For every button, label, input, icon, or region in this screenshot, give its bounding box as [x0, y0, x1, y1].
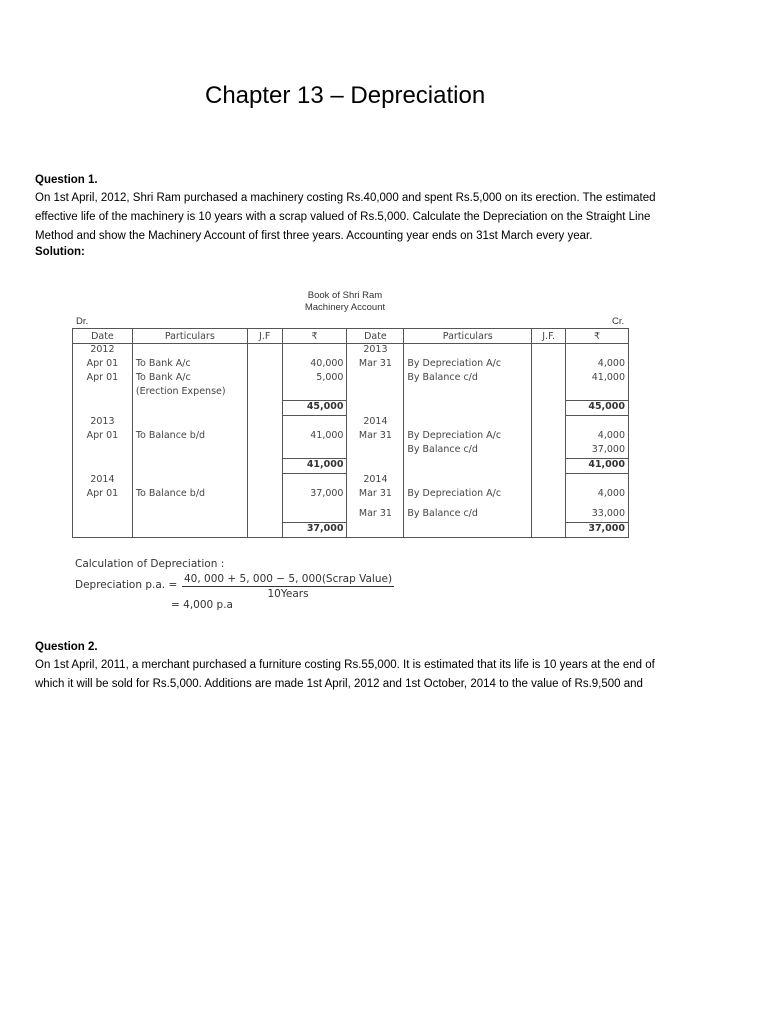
table-cell: 2014: [347, 416, 404, 431]
table-cell: [404, 386, 532, 401]
table-cell: 2014: [73, 474, 133, 489]
table-cell: 45,000: [566, 401, 629, 416]
table-row: [73, 523, 629, 538]
table-row: [73, 459, 629, 474]
table-cell: [132, 401, 247, 416]
table-cell: [247, 430, 282, 444]
table-cell: 45,000: [282, 401, 347, 416]
table-row: [73, 358, 629, 372]
table-row: [73, 372, 629, 386]
table-cell: [404, 459, 532, 474]
table-cell: 2014: [347, 474, 404, 489]
table-cell: [247, 416, 282, 431]
table-cell: [132, 474, 247, 489]
table-row: [73, 401, 629, 416]
table-cell: 33,000: [566, 508, 629, 523]
table-row: [73, 444, 629, 459]
table-cell: 4,000: [566, 430, 629, 444]
page-title: Chapter 13 – Depreciation: [205, 82, 486, 109]
account-heading: [270, 290, 420, 314]
table-cell: 41,000: [282, 459, 347, 474]
table-cell: [404, 416, 532, 431]
table-cell: [132, 508, 247, 523]
question-1-label: Question 1.: [35, 174, 98, 186]
table-cell: [532, 430, 566, 444]
header-cr-particulars: Particulars: [404, 329, 532, 344]
table-cell: 41,000: [566, 372, 629, 386]
header-dr-jf: J.F: [247, 329, 282, 344]
table-cell: To Balance b/d: [132, 430, 247, 444]
table-cell: 2013: [347, 344, 404, 359]
table-cell: 5,000: [282, 372, 347, 386]
cr-label: Cr.: [612, 316, 625, 327]
table-cell: [532, 459, 566, 474]
table-cell: [73, 523, 133, 538]
calc-heading: Calculation of Depreciation :: [75, 558, 225, 570]
dr-label: Dr.: [76, 316, 89, 327]
question-2-text: [35, 656, 735, 694]
table-cell: [132, 416, 247, 431]
table-cell: [132, 523, 247, 538]
table-cell: Mar 31: [347, 508, 404, 523]
table-cell: [247, 358, 282, 372]
table-cell: [247, 386, 282, 401]
table-cell: [282, 474, 347, 489]
question-2-line: which it will be sold for Rs.5,000. Additions are made 1st April, 2012 and 1st October, 2014 to the value of Rs.9,500 and: [35, 678, 643, 690]
book-title: Book of Shri Ram: [307, 290, 383, 301]
account-title: Machinery Account: [304, 302, 386, 313]
table-cell: [532, 488, 566, 502]
table-cell: [566, 344, 629, 359]
table-cell: [247, 459, 282, 474]
table-cell: 37,000: [566, 444, 629, 459]
table-cell: Mar 31: [347, 488, 404, 502]
table-cell: [282, 508, 347, 523]
table-row: [73, 386, 629, 401]
table-cell: [73, 444, 133, 459]
solution-label: Solution:: [35, 246, 85, 258]
table-cell: [73, 459, 133, 474]
table-cell: 37,000: [282, 523, 347, 538]
table-cell: 37,000: [566, 523, 629, 538]
table-cell: Mar 31: [347, 430, 404, 444]
question-1-line: On 1st April, 2012, Shri Ram purchased a machinery costing Rs.40,000 and spent Rs.5,000 on its erection. The estimated: [35, 192, 656, 204]
question-1-line: Method and show the Machinery Account of first three years. Accounting year ends on 31st March every year.: [35, 230, 593, 242]
table-cell: [532, 444, 566, 459]
table-cell: [347, 459, 404, 474]
table-cell: [404, 474, 532, 489]
fraction-denominator: 10Years: [267, 588, 309, 600]
table-cell: [566, 416, 629, 431]
table-row: [73, 488, 629, 502]
table-header-row: [73, 329, 629, 344]
table-cell: Apr 01: [73, 358, 133, 372]
table-cell: 41,000: [282, 430, 347, 444]
header-cr-date: Date: [347, 329, 404, 344]
table-cell: [282, 386, 347, 401]
table-cell: To Balance b/d: [132, 488, 247, 502]
table-cell: [532, 386, 566, 401]
table-row: [73, 508, 629, 523]
question-2-line: On 1st April, 2011, a merchant purchased a furniture costing Rs.55,000. It is estimated that its life is 10 years at the end of: [35, 659, 655, 671]
table-row: [73, 430, 629, 444]
table-cell: 40,000: [282, 358, 347, 372]
table-cell: 2012: [73, 344, 133, 359]
table-cell: Apr 01: [73, 430, 133, 444]
table-cell: [347, 386, 404, 401]
table-cell: [566, 386, 629, 401]
table-cell: [532, 401, 566, 416]
table-cell: [73, 386, 133, 401]
table-cell: [404, 344, 532, 359]
table-cell: [247, 508, 282, 523]
table-cell: By Balance c/d: [404, 372, 532, 386]
calc-result: = 4,000 p.a: [171, 599, 233, 611]
table-cell: [404, 523, 532, 538]
table-cell: [347, 372, 404, 386]
header-dr-particulars: Particulars: [132, 329, 247, 344]
table-cell: [247, 523, 282, 538]
table-row: [73, 416, 629, 431]
table-cell: [132, 344, 247, 359]
table-cell: [247, 344, 282, 359]
header-dr-amount: ₹: [282, 329, 347, 344]
table-cell: By Balance c/d: [404, 508, 532, 523]
table-cell: [282, 416, 347, 431]
question-2-label: Question 2.: [35, 641, 98, 653]
table-cell: 41,000: [566, 459, 629, 474]
table-cell: [532, 344, 566, 359]
table-cell: [532, 474, 566, 489]
table-cell: [532, 358, 566, 372]
table-cell: [404, 401, 532, 416]
table-cell: [532, 508, 566, 523]
table-cell: [247, 372, 282, 386]
table-cell: 4,000: [566, 488, 629, 502]
table-cell: Mar 31: [347, 358, 404, 372]
table-cell: [73, 401, 133, 416]
question-1-text: [35, 189, 735, 246]
table-cell: [282, 344, 347, 359]
calc-label: Depreciation p.a. =: [75, 579, 178, 591]
table-cell: [347, 401, 404, 416]
table-cell: [532, 416, 566, 431]
table-cell: By Depreciation A/c: [404, 358, 532, 372]
header-cr-amount: ₹: [566, 329, 629, 344]
table-cell: (Erection Expense): [132, 386, 247, 401]
table-cell: Apr 01: [73, 372, 133, 386]
table-cell: [73, 508, 133, 523]
table-cell: [566, 474, 629, 489]
table-row: [73, 474, 629, 489]
table-cell: [247, 474, 282, 489]
table-cell: [132, 459, 247, 474]
table-cell: [132, 444, 247, 459]
table-cell: By Balance c/d: [404, 444, 532, 459]
header-dr-date: Date: [73, 329, 133, 344]
table-cell: 2013: [73, 416, 133, 431]
fraction-numerator: 40, 000 + 5, 000 − 5, 000(Scrap Value): [184, 573, 393, 585]
table-cell: [247, 444, 282, 459]
question-1-line: effective life of the machinery is 10 years with a scrap valued of Rs.5,000. Calculate the Depreciation on the Straight Line: [35, 211, 651, 223]
header-cr-jf: J.F.: [532, 329, 566, 344]
table-row: [73, 344, 629, 359]
table-cell: To Bank A/c: [132, 372, 247, 386]
table-cell: [347, 523, 404, 538]
table-cell: [282, 444, 347, 459]
table-cell: [247, 401, 282, 416]
table-cell: Apr 01: [73, 488, 133, 502]
table-cell: 4,000: [566, 358, 629, 372]
table-cell: [247, 488, 282, 502]
table-cell: To Bank A/c: [132, 358, 247, 372]
table-cell: 37,000: [282, 488, 347, 502]
table-cell: By Depreciation A/c: [404, 488, 532, 502]
machinery-account-table: [72, 328, 629, 538]
table-cell: [532, 372, 566, 386]
table-cell: By Depreciation A/c: [404, 430, 532, 444]
table-cell: [347, 444, 404, 459]
table-cell: [532, 523, 566, 538]
depreciation-fraction: [182, 573, 394, 600]
